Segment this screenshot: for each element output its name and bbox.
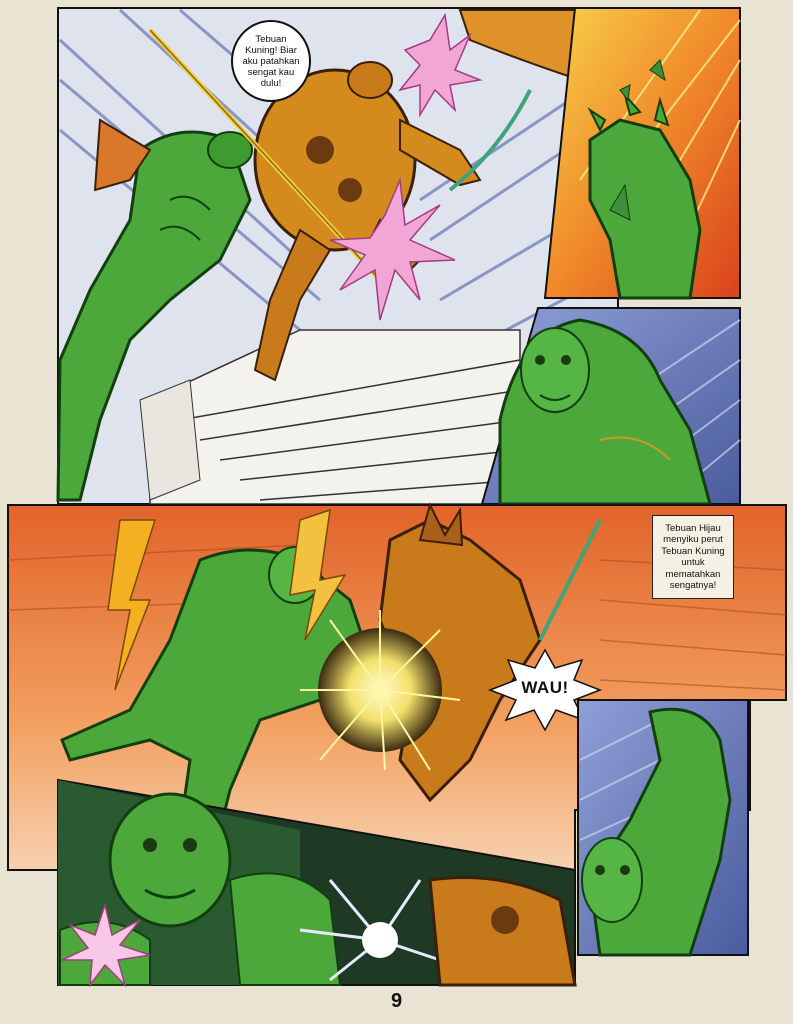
narration-caption-text: Tebuan Hijau menyiku perut Tebuan Kuning untuk mematahkan sengatnya! bbox=[661, 522, 725, 591]
speech-bubble-text: Tebuan Kuning! Biar aku patahkan sengat kau dulu! bbox=[242, 33, 300, 89]
page-number: 9 bbox=[390, 990, 403, 1012]
sound-effect-text: WAU! bbox=[521, 678, 569, 697]
panel-hand-shard bbox=[545, 8, 740, 298]
narration-caption bbox=[652, 515, 734, 599]
speech-bubble bbox=[231, 20, 311, 102]
panel-green-fist-right bbox=[578, 700, 748, 955]
